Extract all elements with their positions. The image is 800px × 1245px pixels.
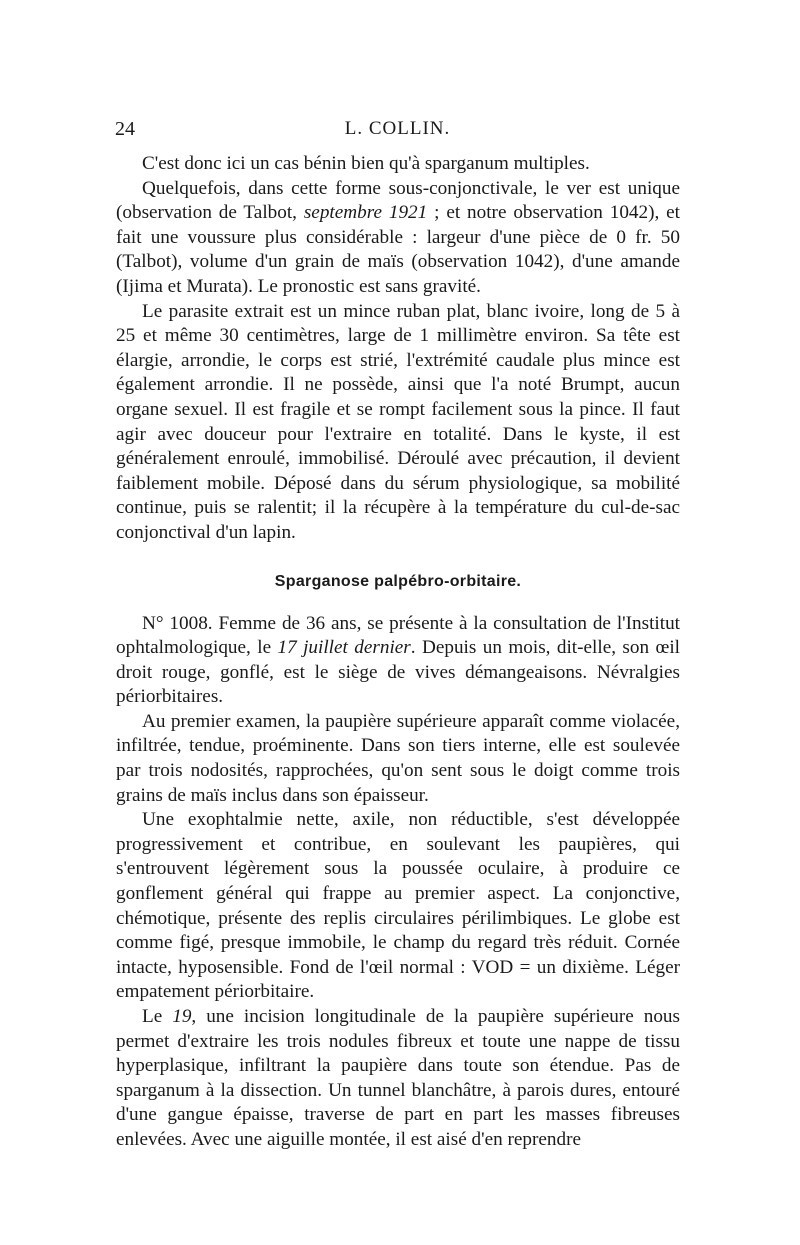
paragraph: Le 19, une incision longitudinale de la paupière supérieure nous permet d'extraire les trois nodules fibreux et toute une nappe de tissu hyperplasique, infiltrant la paupière dans toute son étendue. Pas de sparganum à la dissection. Un tunnel blanchâtre, à parois dures, entouré d'une gangue épaisse, traverse de part en part les masses fibreuses enlevées. Avec une aiguille montée, il est aisé d'en reprendre xyxy=(116,1006,680,1150)
paragraph: C'est donc ici un cas bénin bien qu'à sparganum multiples. xyxy=(142,153,590,174)
italic-date: 17 juillet dernier xyxy=(277,637,411,659)
page-number: 24 xyxy=(115,118,135,140)
page-body xyxy=(116,152,680,1153)
page-header xyxy=(115,118,680,142)
italic-date: 19 xyxy=(172,1006,192,1027)
running-head: L. COLLIN. xyxy=(344,118,451,139)
paragraph: Une exophtalmie nette, axile, non réductible, s'est développée progressivement et contribue, en soulevant les paupières, qui s'entrouvent légèrement sous la poussée oculaire, à produire ce gonflement général qui frappe au premier aspect. La conjonctive, chémotique, présente des replis circulaires périlimbiques. Le globe est comme figé, presque immobile, le champ du regard très réduit. Cornée intacte, hyposensible. Fond de l'œil normal : VOD = un dixième. Léger empatement périorbitaire. xyxy=(116,809,680,1003)
paragraph: Le parasite extrait est un mince ruban plat, blanc ivoire, long de 5 à 25 et même 30 centimètres, large de 1 millimètre environ. Sa tête est élargie, arrondie, le corps est strié, l'extrémité caudale plus mince est également arrondie. Il ne possède, ainsi que l'a noté Brumpt, aucun organe sexuel. Il est fragile et se rompt facilement sous la pince. Il faut agir avec douceur pour l'extraire en totalité. Dans le kyste, il est généralement enroulé, immobilisé. Déroulé avec précaution, il devient faiblement mobile. Déposé dans du sérum physiologique, sa mobilité continue, puis se ralentit; il la récupère à la température du cul-de-sac conjonctival d'un lapin. xyxy=(116,300,680,543)
paragraph: Quelquefois, dans cette forme sous-conjonctivale, le ver est unique (observation de Talbot, septembre 1921 ; et notre observation 1042), et fait une voussure plus considérable : largeur d'une pièce de 0 fr. 50 (Talbot), volume d'un grain de maïs (observation 1042), d'une amande (Ijima et Murata). Le pronostic est sans gravité. xyxy=(116,177,681,297)
paragraph: Au premier examen, la paupière supérieure apparaît comme violacée, infiltrée, tendue, proéminente. Dans son tiers interne, elle est soulevée par trois nodosités, rapprochées, qu'on sent sous le doigt comme trois grains de maïs inclus dans son épaisseur. xyxy=(116,710,680,806)
section-heading: Sparganose palpébro-orbitaire. xyxy=(274,572,522,590)
paragraph: N° 1008. Femme de 36 ans, se présente à la consultation de l'Institut ophtalmologique, le 17 juillet dernier. Depuis un mois, dit-elle, son œil droit rouge, gonflé, est le siège de vives démangeaisons. Névralgies périorbitaires. xyxy=(116,612,680,708)
italic-date: septembre 1921 xyxy=(303,202,428,224)
